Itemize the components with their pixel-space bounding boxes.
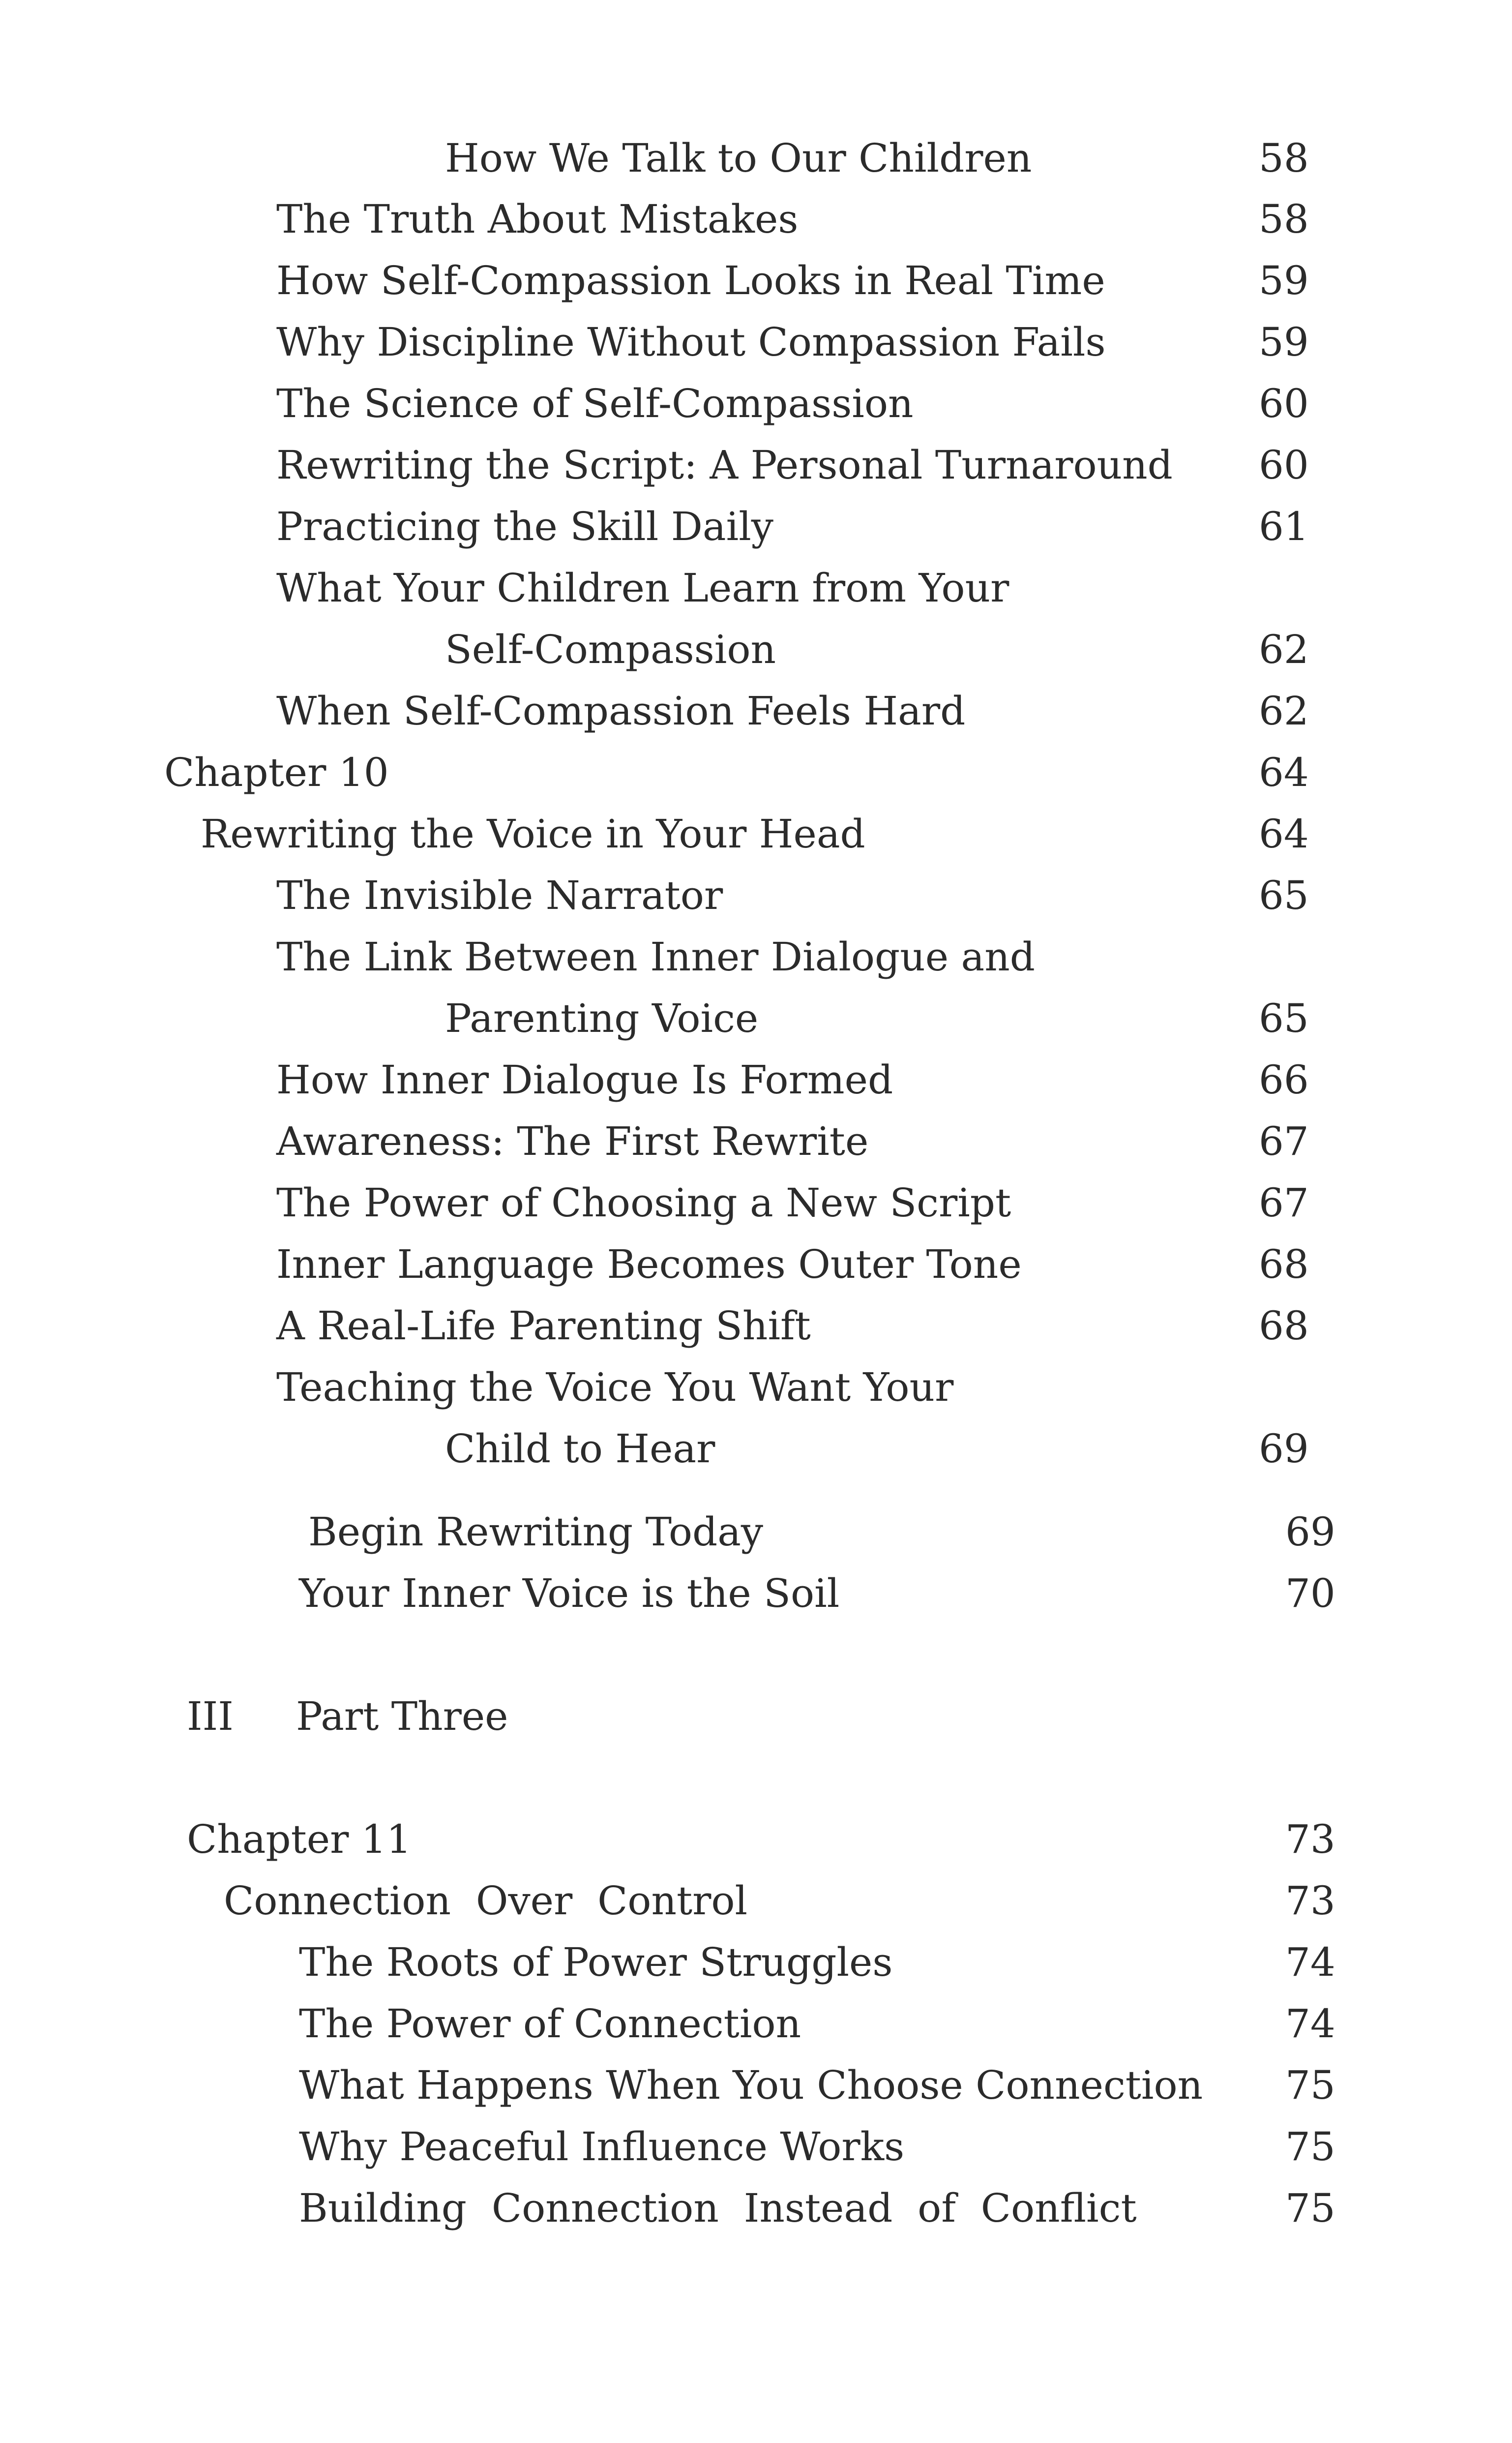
toc-entry-page: 64 [1259,750,1309,795]
toc-entry-page: 73 [1285,1878,1335,1924]
toc-entry-title: How Inner Dialogue Is Formed [276,1057,893,1103]
toc-entry-page: 65 [1259,873,1309,918]
toc-entry-page: 59 [1259,258,1309,303]
toc-entry-page: 67 [1259,1118,1309,1164]
toc-entry-title: How We Talk to Our Children [445,135,1032,181]
toc-entry-title: Chapter 11 [187,1816,412,1862]
toc-entry-title: Your Inner Voice is the Soil [299,1570,840,1616]
toc-entry-title: Child to Hear [445,1426,715,1472]
toc-entry-title: Begin Rewriting Today [308,1509,764,1555]
toc-entry-title: The Power of Choosing a New Script [276,1180,1011,1226]
toc-entry-title: Connection Over Control [224,1878,748,1924]
toc-entry-page: 64 [1259,811,1309,857]
toc-entry-page: 68 [1259,1241,1309,1287]
toc-entry-title: The Truth About Mistakes [276,196,799,242]
toc-entry-title: What Happens When You Choose Connection [299,2062,1203,2108]
toc-entry-page: 66 [1259,1057,1309,1103]
toc-entry-page: 65 [1259,995,1309,1041]
toc-entry-page: 68 [1259,1303,1309,1349]
toc-entry-page: 58 [1259,135,1309,181]
toc-entry-title: Why Peaceful Influence Works [299,2124,905,2170]
toc-entry-title: The Invisible Narrator [276,873,723,918]
toc-entry-page: 69 [1259,1426,1309,1472]
toc-entry-title: Practicing the Skill Daily [276,504,773,549]
toc-entry-title: The Roots of Power Struggles [299,1939,893,1985]
toc-entry-page: 75 [1285,2185,1335,2231]
toc-entry-page: 69 [1285,1509,1335,1555]
toc-entry-title: The Science of Self-Compassion [276,381,914,426]
toc-entry-page: 59 [1259,319,1309,365]
toc-entry-page: 70 [1285,1570,1335,1616]
toc-entry-title: What Your Children Learn from Your [276,565,1009,611]
toc-entry-page: 75 [1285,2062,1335,2108]
toc-entry-title: Teaching the Voice You Want Your [276,1364,954,1410]
toc-entry-title: Building Connection Instead of Conflict [299,2185,1137,2231]
toc-entry-title: Rewriting the Script: A Personal Turnaround [276,442,1173,488]
toc-entry-title: Rewriting the Voice in Your Head [201,811,865,857]
toc-entry-page: 75 [1285,2124,1335,2170]
toc-entry-title: How Self-Compassion Looks in Real Time [276,258,1105,303]
toc-entry-page: 73 [1285,1816,1335,1862]
toc-entry-page: 74 [1285,1939,1335,1985]
toc-entry-page: 62 [1259,688,1309,734]
toc-entry-page: 61 [1259,504,1309,549]
toc-entry-title: Chapter 10 [164,750,389,795]
toc-entry-title: Awareness: The First Rewrite [276,1118,869,1164]
toc-entry-title: The Link Between Inner Dialogue and [276,934,1035,980]
toc-entry-title: When Self-Compassion Feels Hard [276,688,966,734]
toc-entry-title: Self-Compassion [445,627,776,672]
toc-entry-page: 67 [1259,1180,1309,1226]
toc-entry-page: 58 [1259,196,1309,242]
toc-entry-title: Inner Language Becomes Outer Tone [276,1241,1022,1287]
toc-entry-page: 74 [1285,2001,1335,2047]
toc-entry-title: III Part Three [187,1693,508,1739]
toc-entry-title: Parenting Voice [445,995,759,1041]
toc-entry-title: A Real-Life Parenting Shift [276,1303,811,1349]
toc-entry-title: The Power of Connection [299,2001,801,2047]
toc-entry-title: Why Discipline Without Compassion Fails [276,319,1106,365]
toc-entry-page: 60 [1259,442,1309,488]
toc-entry-page: 60 [1259,381,1309,426]
toc-entry-page: 62 [1259,627,1309,672]
